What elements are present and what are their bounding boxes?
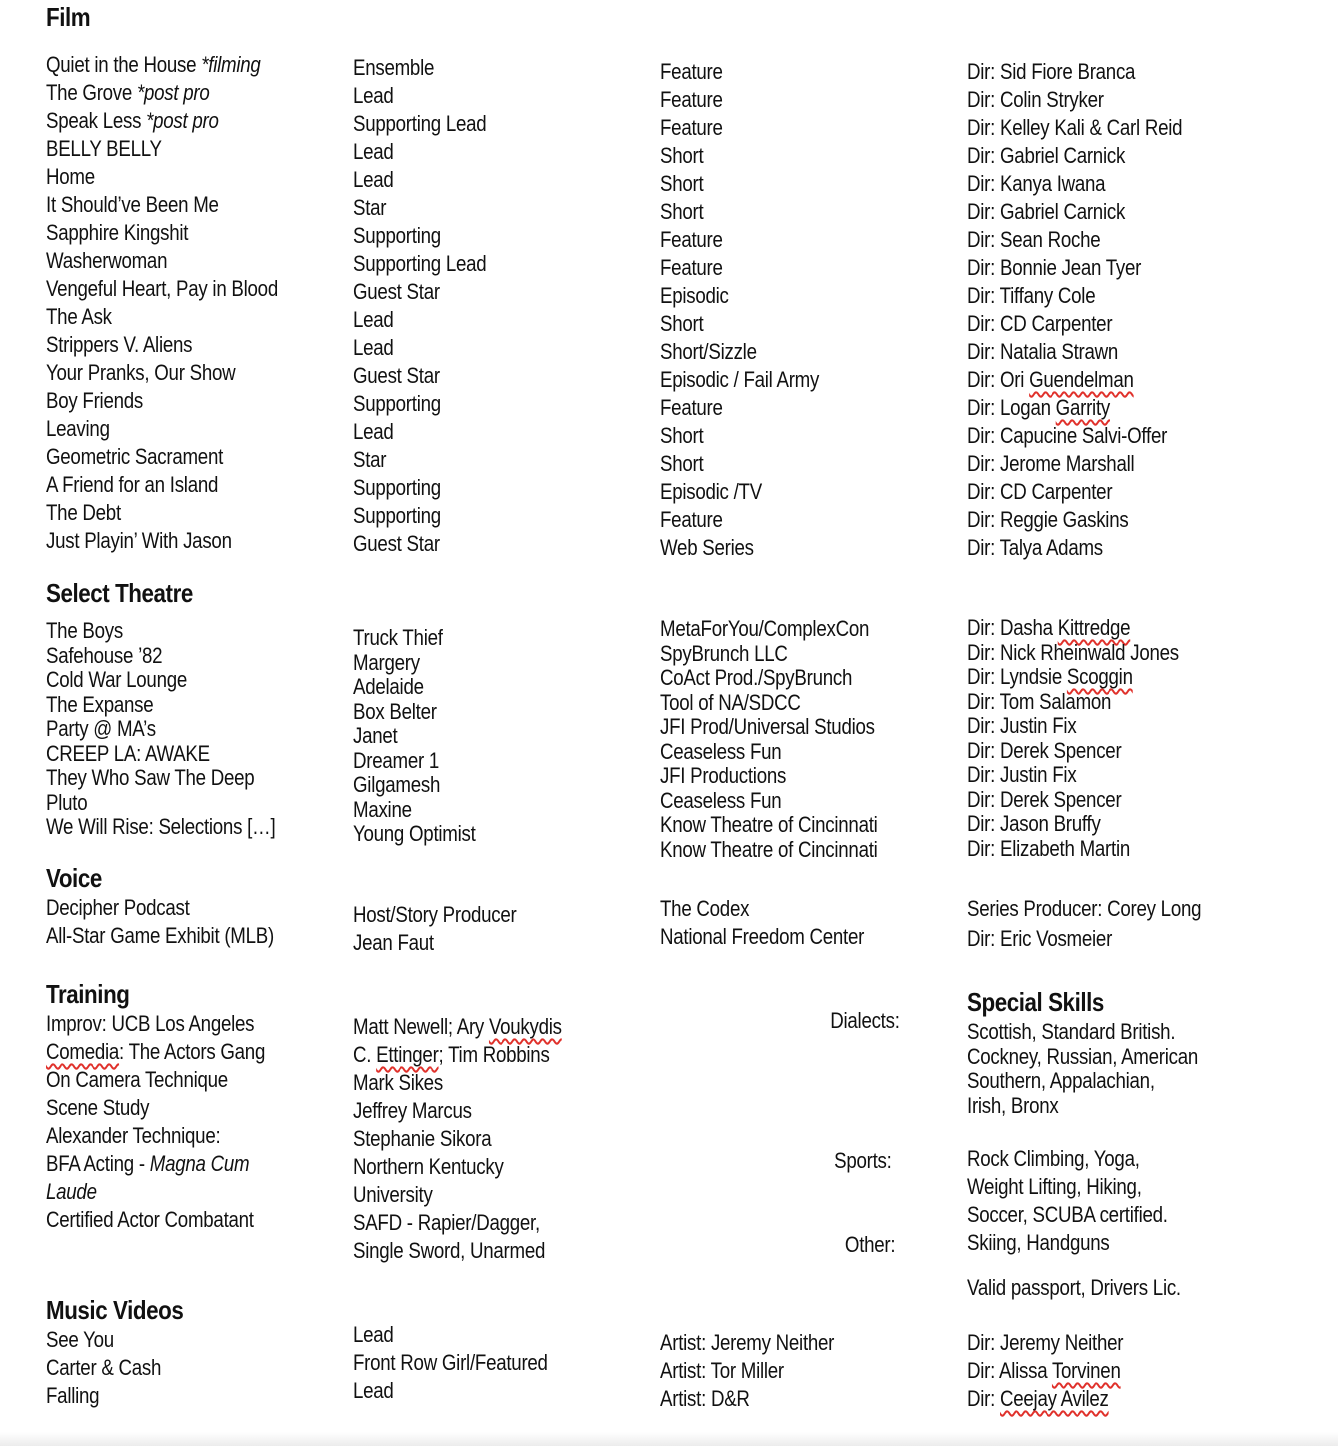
- music-role: Lead: [353, 1322, 394, 1347]
- spellcheck-word: Ettinger: [376, 1042, 439, 1067]
- training-teacher: [353, 1237, 562, 1265]
- director-name: Lyndsie: [1000, 664, 1067, 689]
- training-item-text: Improv: UCB Los Angeles: [46, 1011, 255, 1036]
- teacher-text-rest: ; Tim Robbins: [438, 1042, 550, 1067]
- director-entry: [967, 763, 1179, 788]
- theatre-company: Know Theatre of Cincinnati: [660, 836, 878, 862]
- director-prefix: Dir:: [967, 507, 1001, 532]
- film-title: [46, 135, 278, 163]
- other-list: [967, 1274, 1219, 1302]
- director-prefix: Dir:: [967, 199, 1001, 224]
- film-role: Lead: [353, 83, 394, 108]
- film-title: [46, 79, 278, 107]
- theatre-titles: [46, 619, 316, 840]
- training-item: [46, 1178, 265, 1206]
- dialects-label: Dialects:: [830, 1008, 900, 1033]
- film-role: Lead: [353, 139, 394, 164]
- film-type: Feature: [660, 395, 723, 420]
- spellcheck-word: Garrity: [1055, 395, 1110, 420]
- dialect-line: Scottish, Standard British.: [967, 1019, 1176, 1044]
- director-entry: [967, 394, 1182, 422]
- film-title-text: Leaving: [46, 416, 110, 441]
- training-item-text: BFA Acting -: [46, 1151, 150, 1176]
- director-entry: [967, 114, 1182, 142]
- director-prefix: Dir:: [967, 664, 1001, 689]
- director-entry: [967, 534, 1182, 562]
- film-role: Guest Star: [353, 363, 440, 388]
- sport-line: Weight Lifting, Hiking,: [967, 1174, 1142, 1199]
- music-title: Carter & Cash: [46, 1355, 162, 1380]
- teacher-text: Single Sword, Unarmed: [353, 1238, 546, 1263]
- director-name: Kanya Iwana: [1000, 171, 1106, 196]
- director-entry: [967, 86, 1182, 114]
- spellcheck-word: Kittredge: [1057, 615, 1131, 640]
- music-artist: Artist: Jeremy Neither: [660, 1330, 835, 1355]
- film-title: [46, 163, 278, 191]
- teacher-text: Northern Kentucky: [353, 1154, 504, 1179]
- theatre-role: Young Optimist: [353, 821, 476, 846]
- film-type: Feature: [660, 255, 723, 280]
- voice-title: All-Star Game Exhibit (MLB): [46, 923, 274, 948]
- film-title: [46, 443, 278, 471]
- director-name: Natalia Strawn: [1000, 339, 1119, 364]
- director-entry: [967, 450, 1182, 478]
- director-prefix: Dir:: [967, 479, 1001, 504]
- film-type: Episodic / Fail Army: [660, 367, 820, 392]
- film-titles: [46, 51, 319, 555]
- director-name: Derek Spencer: [1000, 737, 1122, 763]
- director-name: Gabriel Carnick: [1000, 199, 1126, 224]
- director-prefix: Dir:: [967, 1358, 999, 1383]
- voice-companies: [660, 895, 900, 951]
- director-name: CD Carpenter: [1000, 479, 1113, 504]
- director-prefix: Dir:: [967, 688, 1000, 714]
- director-prefix: Dir:: [967, 171, 1001, 196]
- teacher-text: Jeffrey Marcus: [353, 1098, 472, 1123]
- film-type: Short: [660, 311, 704, 336]
- director-entry: [967, 788, 1179, 813]
- director-prefix: Dir:: [967, 786, 1001, 812]
- director-prefix: Dir:: [967, 615, 1001, 640]
- theatre-title: CREEP LA: AWAKE: [46, 740, 210, 766]
- training-honors: Laude: [46, 1179, 97, 1204]
- director-entry: [967, 254, 1182, 282]
- film-title: [46, 359, 278, 387]
- theatre-roles: [353, 626, 497, 847]
- director-entry: [967, 1385, 1123, 1413]
- teacher-text: C.: [353, 1042, 377, 1067]
- theatre-title: The Expanse: [46, 691, 154, 717]
- teacher-text: Mark Sikes: [353, 1070, 443, 1095]
- director-prefix: Dir:: [967, 713, 1001, 738]
- theatre-role: Janet: [353, 723, 398, 748]
- spellcheck-word: Comedia: [46, 1039, 120, 1064]
- director-prefix: Dir:: [967, 639, 1001, 665]
- film-title-text: Boy Friends: [46, 388, 143, 413]
- film-type: Feature: [660, 59, 723, 84]
- director-name: Sid Fiore Branca: [1000, 59, 1136, 84]
- music-role: Front Row Girl/Featured: [353, 1350, 548, 1375]
- music-roles: [353, 1321, 582, 1405]
- film-title: [46, 303, 278, 331]
- theatre-company: Tool of NA/SDCC: [660, 689, 801, 715]
- film-title-text: A Friend for an Island: [46, 472, 219, 497]
- film-title-text: Vengeful Heart, Pay in Blood: [46, 276, 278, 301]
- theatre-title: The Boys: [46, 618, 123, 643]
- film-role: Star: [353, 195, 387, 220]
- film-title-text: It Should’ve Been Me: [46, 192, 219, 217]
- director-prefix: Dir:: [967, 423, 1001, 448]
- film-title: [46, 471, 278, 499]
- sport-line: Rock Climbing, Yoga,: [967, 1146, 1140, 1171]
- music-titles: [46, 1326, 181, 1410]
- director-entry: [967, 226, 1182, 254]
- music-artists: [660, 1329, 865, 1413]
- other-skill: Valid passport, Drivers Lic.: [967, 1275, 1181, 1300]
- voice-roles: [353, 901, 545, 957]
- director-entry: [967, 58, 1182, 86]
- film-title: [46, 51, 278, 79]
- spellcheck-word: Torvinen: [1051, 1358, 1121, 1383]
- director-prefix: Dir:: [967, 451, 1001, 476]
- director-name: Alissa: [998, 1358, 1052, 1383]
- training-heading: Training: [46, 979, 130, 1009]
- director-name: Kelley Kali & Carl Reid: [1000, 115, 1183, 140]
- director-name: Dasha: [1000, 615, 1058, 640]
- theatre-title: We Will Rise: Selections […]: [46, 814, 276, 839]
- director-prefix: Dir:: [967, 1386, 1001, 1411]
- sport-line: Skiing, Handguns: [967, 1230, 1110, 1255]
- director-prefix: Dir:: [967, 227, 1001, 252]
- teacher-text: Matt Newell; Ary: [353, 1014, 489, 1039]
- theatre-role: Dreamer 1: [353, 747, 440, 773]
- director-entry: [967, 665, 1179, 690]
- theatre-companies: [660, 617, 916, 862]
- theatre-company: Know Theatre of Cincinnati: [660, 812, 878, 837]
- film-title-text: Sapphire Kingshit: [46, 220, 189, 245]
- training-items: [46, 1010, 304, 1234]
- film-types: [660, 58, 847, 562]
- training-teachers: [353, 1013, 599, 1265]
- theatre-company: JFI Productions: [660, 763, 787, 788]
- theatre-role: Gilgamesh: [353, 772, 441, 797]
- film-type: Episodic /TV: [660, 479, 762, 504]
- film-type: Short: [660, 143, 704, 168]
- film-status-note: *post pro: [136, 80, 210, 105]
- director-entry: [967, 198, 1182, 226]
- director-prefix: Dir:: [967, 143, 1001, 168]
- training-teacher: [353, 1153, 562, 1181]
- director-name: Jeremy Neither: [1000, 1330, 1124, 1355]
- skills-heading: Special Skills: [967, 987, 1104, 1017]
- spellcheck-word: Guendelman: [1029, 367, 1134, 392]
- music-title: See You: [46, 1327, 114, 1352]
- other-label: Other:: [844, 1232, 895, 1257]
- theatre-heading: Select Theatre: [46, 578, 193, 608]
- voice-credit: Dir: Eric Vosmeier: [967, 926, 1113, 951]
- film-role: Supporting: [353, 475, 441, 500]
- training-teacher: [353, 1069, 562, 1097]
- director-entry: [967, 422, 1182, 450]
- training-item: [46, 1038, 265, 1066]
- director-prefix: Dir:: [967, 395, 1001, 420]
- music-role: Lead: [353, 1378, 394, 1403]
- director-entry: [967, 690, 1179, 715]
- film-type: Episodic: [660, 283, 729, 308]
- director-entry: [967, 142, 1182, 170]
- film-title-text: Strippers V. Aliens: [46, 332, 193, 357]
- director-prefix: Dir:: [967, 59, 1001, 84]
- film-role: Guest Star: [353, 531, 440, 556]
- theatre-company: Ceaseless Fun: [660, 738, 782, 764]
- voice-titles: [46, 894, 314, 950]
- film-role: Guest Star: [353, 279, 440, 304]
- voice-credit: Series Producer: Corey Long: [967, 896, 1202, 921]
- film-role: Lead: [353, 335, 394, 360]
- director-prefix: Dir:: [967, 762, 1001, 787]
- film-role: Supporting Lead: [353, 251, 487, 276]
- film-title-text: Your Pranks, Our Show: [46, 360, 236, 385]
- director-prefix: Dir:: [967, 115, 1001, 140]
- training-item: [46, 1010, 265, 1038]
- teacher-text: University: [353, 1182, 433, 1207]
- film-title-text: The Debt: [46, 500, 121, 525]
- director-entry: [967, 366, 1182, 394]
- training-honors: Magna Cum: [149, 1151, 250, 1176]
- director-name: Jerome Marshall: [1000, 451, 1135, 476]
- film-title: [46, 107, 278, 135]
- film-title-text: The Ask: [46, 304, 112, 329]
- director-prefix: Dir:: [967, 311, 1001, 336]
- film-type: Feature: [660, 115, 723, 140]
- voice-credits: [967, 895, 1243, 953]
- theatre-title: Party @ MA’s: [46, 716, 156, 741]
- training-item-text: Scene Study: [46, 1095, 150, 1120]
- training-item: [46, 1066, 265, 1094]
- film-role: Ensemble: [353, 55, 435, 80]
- film-role: Lead: [353, 307, 394, 332]
- director-name: Justin Fix: [1000, 762, 1077, 787]
- director-prefix: Dir:: [967, 367, 1001, 392]
- film-heading: Film: [46, 2, 91, 32]
- film-directors: [967, 58, 1220, 562]
- dialect-line: Irish, Bronx: [967, 1092, 1059, 1118]
- film-title-text: Just Playin’ With Jason: [46, 528, 232, 553]
- director-entry: [967, 837, 1179, 862]
- sport-line: Soccer, SCUBA certified.: [967, 1202, 1168, 1227]
- training-item: [46, 1094, 265, 1122]
- film-title-text: Geometric Sacrament: [46, 444, 224, 469]
- director-entry: [967, 338, 1182, 366]
- film-title-text: Speak Less: [46, 108, 147, 133]
- film-title: [46, 387, 278, 415]
- film-role: Supporting: [353, 223, 441, 248]
- voice-title: Decipher Podcast: [46, 895, 190, 920]
- theatre-company: SpyBrunch LLC: [660, 640, 788, 666]
- theatre-role: Margery: [353, 649, 420, 675]
- director-prefix: Dir:: [967, 1330, 1001, 1355]
- voice-role: Jean Faut: [353, 930, 434, 955]
- director-name: Logan: [1000, 395, 1056, 420]
- director-name: Nick Rheinwald Jones: [1000, 639, 1179, 665]
- director-entry: [967, 714, 1179, 739]
- director-entry: [967, 282, 1182, 310]
- theatre-company: MetaForYou/ComplexCon: [660, 616, 870, 641]
- film-type: Short: [660, 171, 704, 196]
- film-type: Feature: [660, 227, 723, 252]
- training-teacher: [353, 1041, 562, 1069]
- voice-heading: Voice: [46, 863, 102, 893]
- theatre-title: They Who Saw The Deep: [46, 765, 255, 790]
- director-name: Bonnie Jean Tyer: [1000, 255, 1142, 280]
- sports-list: [967, 1145, 1203, 1257]
- director-prefix: Dir:: [967, 283, 1000, 308]
- film-title: [46, 275, 278, 303]
- film-title: [46, 247, 278, 275]
- director-name: Colin Stryker: [1000, 87, 1104, 112]
- theatre-company: JFI Prod/Universal Studios: [660, 714, 875, 739]
- director-prefix: Dir:: [967, 835, 1001, 861]
- film-title: [46, 527, 278, 555]
- director-entry: [967, 641, 1179, 666]
- training-item: [46, 1122, 265, 1150]
- dialects-list: [967, 1020, 1239, 1118]
- film-type: Feature: [660, 87, 723, 112]
- spellcheck-word: Ceejay Avilez: [1000, 1386, 1109, 1411]
- film-title: [46, 415, 278, 443]
- director-name: Ori: [1000, 367, 1030, 392]
- film-type: Web Series: [660, 535, 754, 560]
- director-prefix: Dir:: [967, 255, 1001, 280]
- training-teacher: [353, 1125, 562, 1153]
- music-title: Falling: [46, 1383, 100, 1408]
- music-artist: Artist: Tor Miller: [660, 1358, 784, 1383]
- director-prefix: Dir:: [967, 339, 1001, 364]
- film-title-text: Home: [46, 164, 95, 189]
- film-role: Supporting Lead: [353, 111, 487, 136]
- voice-role: Host/Story Producer: [353, 902, 517, 927]
- film-role: Supporting: [353, 391, 441, 416]
- spellcheck-word: Scoggin: [1066, 664, 1133, 689]
- theatre-role: Box Belter: [353, 698, 437, 724]
- director-name: Tom Salamon: [999, 688, 1112, 714]
- training-teacher: [353, 1097, 562, 1125]
- film-role: Lead: [353, 419, 394, 444]
- theatre-title: Pluto: [46, 789, 88, 815]
- sports-label: Sports:: [834, 1148, 892, 1173]
- voice-company: The Codex: [660, 896, 750, 921]
- film-role: Star: [353, 447, 387, 472]
- director-name: Talya Adams: [999, 535, 1103, 560]
- voice-company: National Freedom Center: [660, 924, 865, 949]
- director-name: Gabriel Carnick: [1000, 143, 1126, 168]
- theatre-title: Safehouse ’82: [46, 642, 163, 668]
- training-item: [46, 1206, 265, 1234]
- director-entry: [967, 478, 1182, 506]
- director-name: Sean Roche: [1000, 227, 1101, 252]
- director-entry: [967, 1329, 1123, 1357]
- film-role: Lead: [353, 167, 394, 192]
- director-entry: [967, 310, 1182, 338]
- director-prefix: Dir:: [967, 87, 1001, 112]
- theatre-title: Cold War Lounge: [46, 667, 188, 692]
- training-item-text: On Camera Technique: [46, 1067, 228, 1092]
- director-name: Elizabeth Martin: [1000, 835, 1131, 861]
- film-type: Short: [660, 451, 704, 476]
- training-item-text: : The Actors Gang: [119, 1039, 266, 1064]
- director-name: Justin Fix: [1000, 713, 1077, 738]
- film-role: Supporting: [353, 503, 441, 528]
- training-item-text: Certified Actor Combatant: [46, 1207, 254, 1232]
- theatre-company: CoAct Prod./SpyBrunch: [660, 665, 853, 690]
- film-title: [46, 331, 278, 359]
- film-title: [46, 191, 278, 219]
- director-name: Derek Spencer: [1000, 786, 1122, 812]
- director-name: Jason Bruffy: [1000, 811, 1101, 836]
- theatre-role: Maxine: [353, 796, 412, 822]
- theatre-role: Adelaide: [353, 674, 424, 699]
- training-teacher: [353, 1209, 562, 1237]
- theatre-company: Ceaseless Fun: [660, 787, 782, 813]
- director-name: Capucine Salvi-Offer: [1000, 423, 1168, 448]
- teacher-text: SAFD - Rapier/Dagger,: [353, 1210, 540, 1235]
- music-artist: Artist: D&R: [660, 1386, 750, 1411]
- director-entry: [967, 1357, 1123, 1385]
- theatre-directors: [967, 616, 1216, 861]
- film-status-note: *filming: [201, 52, 261, 77]
- film-type: Short: [660, 199, 704, 224]
- director-name: CD Carpenter: [1000, 311, 1113, 336]
- teacher-text: Stephanie Sikora: [353, 1126, 492, 1151]
- director-entry: [967, 739, 1179, 764]
- director-prefix: Dir:: [967, 535, 1000, 560]
- music-heading: Music Videos: [46, 1295, 184, 1325]
- film-type: Feature: [660, 507, 723, 532]
- spellcheck-word: Voukydis: [488, 1014, 562, 1039]
- music-directors: [967, 1329, 1151, 1413]
- director-name: Reggie Gaskins: [1000, 507, 1129, 532]
- film-title: [46, 499, 278, 527]
- window-bottom-edge: [0, 1432, 1338, 1446]
- training-teacher: [353, 1181, 562, 1209]
- director-entry: [967, 170, 1182, 198]
- film-title: [46, 219, 278, 247]
- training-teacher: [353, 1013, 562, 1041]
- film-type: Short/Sizzle: [660, 339, 757, 364]
- director-entry: [967, 812, 1179, 837]
- film-title-text: Washerwoman: [46, 248, 168, 273]
- film-roles: [353, 54, 510, 558]
- film-title-text: BELLY BELLY: [46, 136, 162, 161]
- training-item: [46, 1150, 265, 1178]
- film-type: Short: [660, 423, 704, 448]
- director-entry: [967, 616, 1179, 641]
- dialect-line: Southern, Appalachian,: [967, 1068, 1155, 1093]
- director-name: Tiffany Cole: [999, 283, 1096, 308]
- theatre-role: Truck Thief: [353, 625, 443, 650]
- director-prefix: Dir:: [967, 811, 1001, 836]
- film-title-text: The Grove: [46, 80, 137, 105]
- dialect-line: Cockney, Russian, American: [967, 1043, 1199, 1069]
- training-item-text: Alexander Technique:: [46, 1123, 221, 1148]
- film-status-note: *post pro: [146, 108, 219, 133]
- director-prefix: Dir:: [967, 737, 1001, 763]
- film-title-text: Quiet in the House: [46, 52, 202, 77]
- director-entry: [967, 506, 1182, 534]
